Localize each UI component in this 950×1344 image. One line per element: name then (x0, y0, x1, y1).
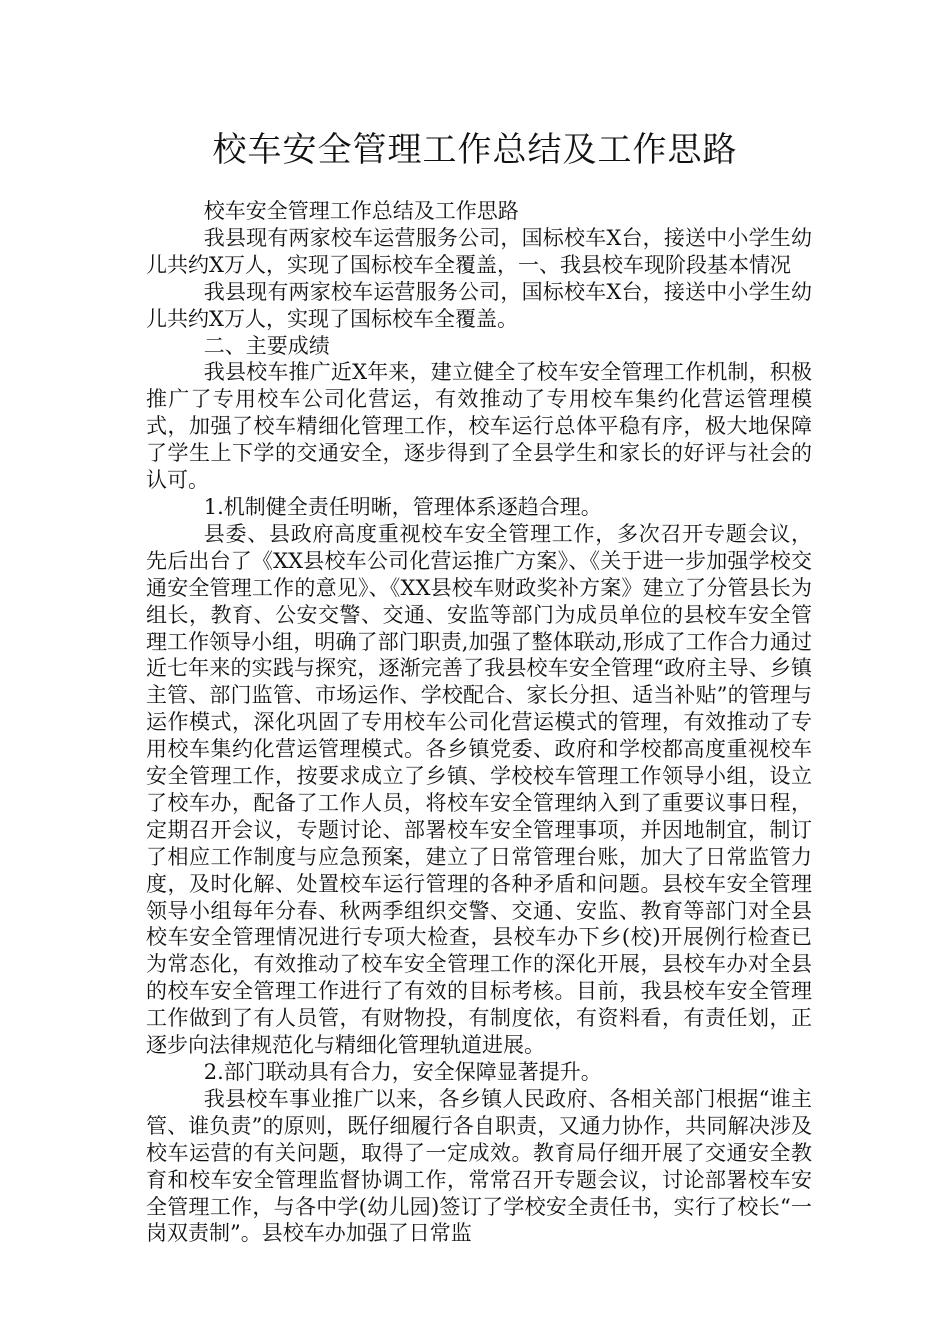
paragraph: 我县现有两家校车运营服务公司，国标校车X台，接送中小学生幼儿共约X万人，实现了国标校车全覆盖，一、我县校车现阶段基本情况 (146, 225, 812, 277)
paragraph: 县委、县政府高度重视校车安全管理工作，多次召开专题会议，先后出台了《XX县校车公司化营运推广方案》、《关于进一步加强学校交通安全管理工作的意见》、《XX县校车财政奖补方案》建立了分管县长为组长，教育、公安交警、交通、安监等部门为成员单位的县校车安全管理工作领导小组，明确了部门职责,加强了整体联动,形成了工作合力通过近七年来的实践与探究，逐渐完善了我县校车安全管理“政府主导、乡镇主管、部门监管、市场运作、学校配合、家长分担、适当补贴”的管理与运作模式，深化巩固了专用校车公司化营运模式的管理，有效推动了专用校车集约化营运管理模式。各乡镇党委、政府和学校都高度重视校车安全管理工作，按要求成立了乡镇、学校校车管理工作领导小组，设立了校车办，配备了工作人员，将校车安全管理纳入到了重要议事日程，定期召开会议，专题讨论、部署校车安全管理事项，并因地制宜，制订了相应工作制度与应急预案，建立了日常管理台账，加大了日常监管力度，及时化解、处置校车运行管理的各种矛盾和问题。县校车安全管理领导小组每年分春、秋两季组织交警、交通、安监、教育等部门对全县校车安全管理情况进行专项大检查，县校车办下乡(校)开展例行检查已为常态化，有效推动了校车安全管理工作的深化开展，县校车办对全县的校车安全管理工作进行了有效的目标考核。目前，我县校车安全管理工作做到了有人员管，有财物投，有制度依，有资料看，有责任划，正逐步向法律规范化与精细化管理轨道进展。 (146, 521, 812, 1058)
document-body (146, 198, 812, 1247)
subsection-heading: 1.机制健全责任明晰，管理体系逐趋合理。 (203, 494, 602, 519)
paragraph: 我县现有两家校车运营服务公司，国标校车X台，接送中小学生幼儿共约X万人，实现了国标校车全覆盖。 (146, 279, 812, 331)
paragraph: 我县校车推广近X年来，建立健全了校车安全管理工作机制，积极推广了专用校车公司化营运，有效推动了专用校车集约化营运管理模式，加强了校车精细化管理工作，校车运行总体平稳有序，极大地保障了学生上下学的交通安全，逐步得到了全县学生和家长的好评与社会的认可。 (146, 360, 812, 493)
paragraph: 我县校车事业推广以来，各乡镇人民政府、各相关部门根据“谁主管、谁负责”的原则，既仔细履行各自职责，又通力协作，共同解决涉及校车运营的有关问题，取得了一定成效。教育局仔细开展了交通安全教育和校车安全管理监督协调工作，常常召开专题会议，讨论部署校车安全管理工作，与各中学(幼儿园)签订了学校安全责任书，实行了校长“一岗双责制”。县校车办加强了日常监 (146, 1086, 812, 1246)
paragraph: 校车安全管理工作总结及工作思路 (203, 199, 519, 223)
document-title: 校车安全管理工作总结及工作思路 (212, 130, 738, 170)
section-heading: 二、主要成绩 (203, 333, 330, 358)
subsection-heading: 2.部门联动具有合力，安全保障显著提升。 (203, 1060, 602, 1084)
